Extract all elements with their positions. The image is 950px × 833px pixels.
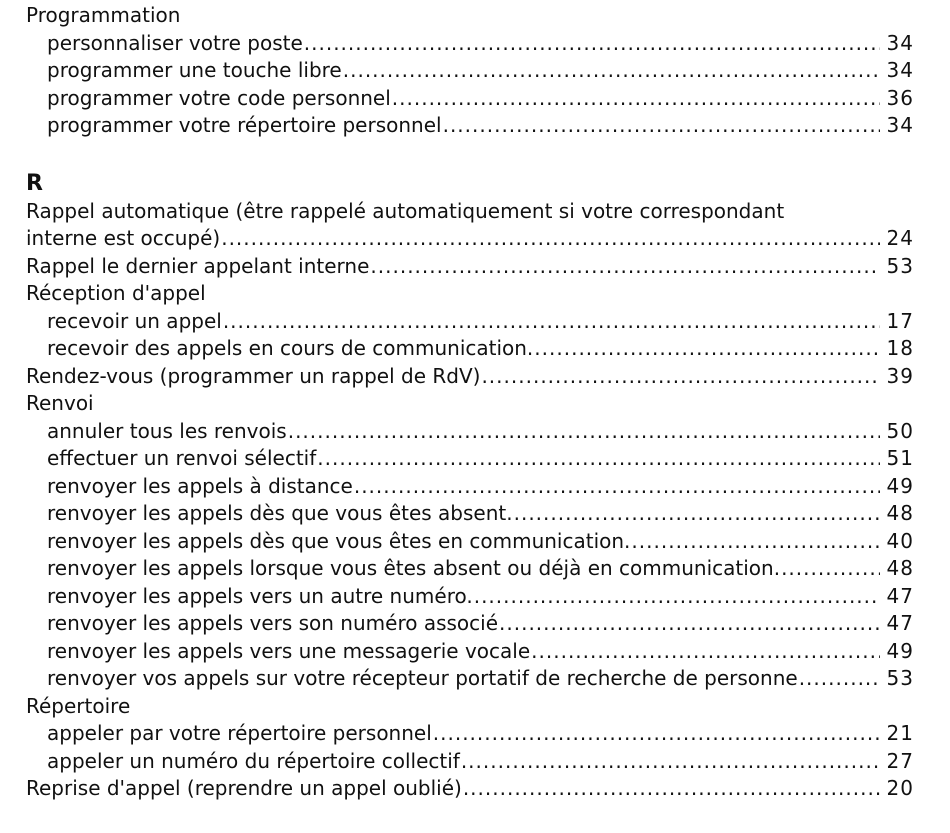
entry-label: appeler un numéro du répertoire collectif xyxy=(47,748,460,773)
index-entry xyxy=(26,473,914,501)
dot-leader xyxy=(481,363,880,391)
entry-page-number: 47 xyxy=(886,583,914,608)
entry-label: annuler tous les renvois xyxy=(47,418,287,443)
entry-label: renvoyer les appels dès que vous êtes absent. xyxy=(47,501,513,525)
entry-page-number: 24 xyxy=(886,226,914,250)
index-entry xyxy=(26,225,914,253)
index-letter-heading xyxy=(26,170,914,198)
dot-leader xyxy=(304,30,880,58)
dot-leader xyxy=(354,473,880,501)
index-entry-line1 xyxy=(26,198,914,226)
entry-page-number: 34 xyxy=(886,58,914,82)
index-heading-renvoi xyxy=(26,390,914,418)
index-entry xyxy=(26,112,914,140)
entry-label: recevoir un appel xyxy=(47,308,222,333)
entry-page-number: 50 xyxy=(886,418,914,443)
index-heading-programmation xyxy=(26,2,914,30)
entry-label: appeler par votre répertoire personnel xyxy=(47,721,432,745)
heading-label: Programmation xyxy=(26,3,181,27)
index-entry xyxy=(26,418,914,446)
dot-leader xyxy=(370,253,880,281)
dot-leader xyxy=(343,57,880,85)
entry-page-number: 51 xyxy=(886,446,914,470)
entry-label: renvoyer les appels vers une messagerie vocale xyxy=(47,638,531,663)
dot-leader xyxy=(461,748,880,776)
index-entry xyxy=(26,85,914,113)
entry-label: Reprise d'appel (reprendre un appel oublié) xyxy=(26,776,462,800)
entry-page-number: 36 xyxy=(886,85,914,110)
entry-label: Rappel automatique (être rappelé automatiquement si votre correspondant xyxy=(26,198,785,223)
index-entry xyxy=(26,720,914,748)
dot-leader xyxy=(499,610,880,638)
entry-page-number: 34 xyxy=(886,113,914,137)
entry-label: Rappel le dernier appelant interne xyxy=(26,253,370,278)
dot-leader xyxy=(781,555,880,583)
entry-label: interne est occupé) xyxy=(26,226,221,250)
entry-label: renvoyer les appels à distance xyxy=(47,473,353,498)
entry-page-number: 39 xyxy=(886,363,914,388)
heading-label: Répertoire xyxy=(26,693,131,718)
index-heading-repertoire xyxy=(26,693,914,721)
heading-label: Réception d'appel xyxy=(26,281,206,305)
entry-label: programmer votre répertoire personnel xyxy=(47,113,442,137)
entry-page-number: 34 xyxy=(886,30,914,55)
entry-label: programmer votre code personnel xyxy=(47,85,391,110)
entry-label: personnaliser votre poste xyxy=(47,30,303,55)
entry-page-number: 48 xyxy=(886,501,914,525)
index-entry xyxy=(26,555,914,583)
entry-page-number: 20 xyxy=(886,776,914,800)
index-page xyxy=(26,2,914,803)
entry-label: programmer une touche libre xyxy=(47,58,342,82)
section-spacer xyxy=(26,140,914,170)
dot-leader xyxy=(433,720,880,748)
entry-page-number: 21 xyxy=(886,721,914,745)
entry-page-number: 49 xyxy=(886,638,914,663)
entry-label: renvoyer les appels vers un autre numéro. xyxy=(47,583,473,608)
dot-leader xyxy=(317,445,880,473)
index-entry xyxy=(26,748,914,776)
entry-page-number: 27 xyxy=(886,748,914,773)
entry-label: recevoir des appels en cours de communication. xyxy=(47,336,534,360)
entry-label: renvoyer les appels lorsque vous êtes absent ou déjà en communication. xyxy=(47,556,781,580)
dot-leader xyxy=(531,638,880,666)
index-entry xyxy=(26,253,914,281)
entry-label: renvoyer les appels vers son numéro associé xyxy=(47,611,499,635)
entry-label: renvoyer vos appels sur votre récepteur portatif de recherche de personne xyxy=(47,666,798,690)
index-entry xyxy=(26,775,914,803)
entry-label: Rendez-vous (programmer un rappel de RdV) xyxy=(26,363,481,388)
dot-leader xyxy=(514,500,880,528)
entry-page-number: 48 xyxy=(886,556,914,580)
index-entry xyxy=(26,363,914,391)
entry-label: renvoyer les appels dès que vous êtes en communication. xyxy=(47,528,631,553)
dot-leader xyxy=(392,85,880,113)
index-entry xyxy=(26,445,914,473)
heading-label: Renvoi xyxy=(26,391,94,415)
entry-page-number: 53 xyxy=(886,253,914,278)
index-entry xyxy=(26,528,914,556)
index-entry xyxy=(26,610,914,638)
dot-leader xyxy=(799,665,880,693)
dot-leader xyxy=(443,112,880,140)
entry-label: effectuer un renvoi sélectif xyxy=(47,446,317,470)
index-entry xyxy=(26,583,914,611)
dot-leader xyxy=(474,583,880,611)
dot-leader xyxy=(631,528,880,556)
entry-page-number: 47 xyxy=(886,611,914,635)
letter-label: R xyxy=(26,170,43,196)
dot-leader xyxy=(221,225,880,253)
index-heading-reception xyxy=(26,280,914,308)
dot-leader xyxy=(288,418,880,446)
entry-page-number: 17 xyxy=(886,308,914,333)
entry-page-number: 49 xyxy=(886,473,914,498)
index-entry xyxy=(26,500,914,528)
dot-leader xyxy=(223,308,880,336)
entry-page-number: 53 xyxy=(886,666,914,690)
index-entry xyxy=(26,30,914,58)
index-entry xyxy=(26,335,914,363)
entry-page-number: 18 xyxy=(886,336,914,360)
index-entry xyxy=(26,638,914,666)
dot-leader xyxy=(534,335,880,363)
dot-leader xyxy=(463,775,880,803)
index-entry xyxy=(26,57,914,85)
entry-page-number: 40 xyxy=(886,528,914,553)
index-entry xyxy=(26,308,914,336)
index-entry xyxy=(26,665,914,693)
